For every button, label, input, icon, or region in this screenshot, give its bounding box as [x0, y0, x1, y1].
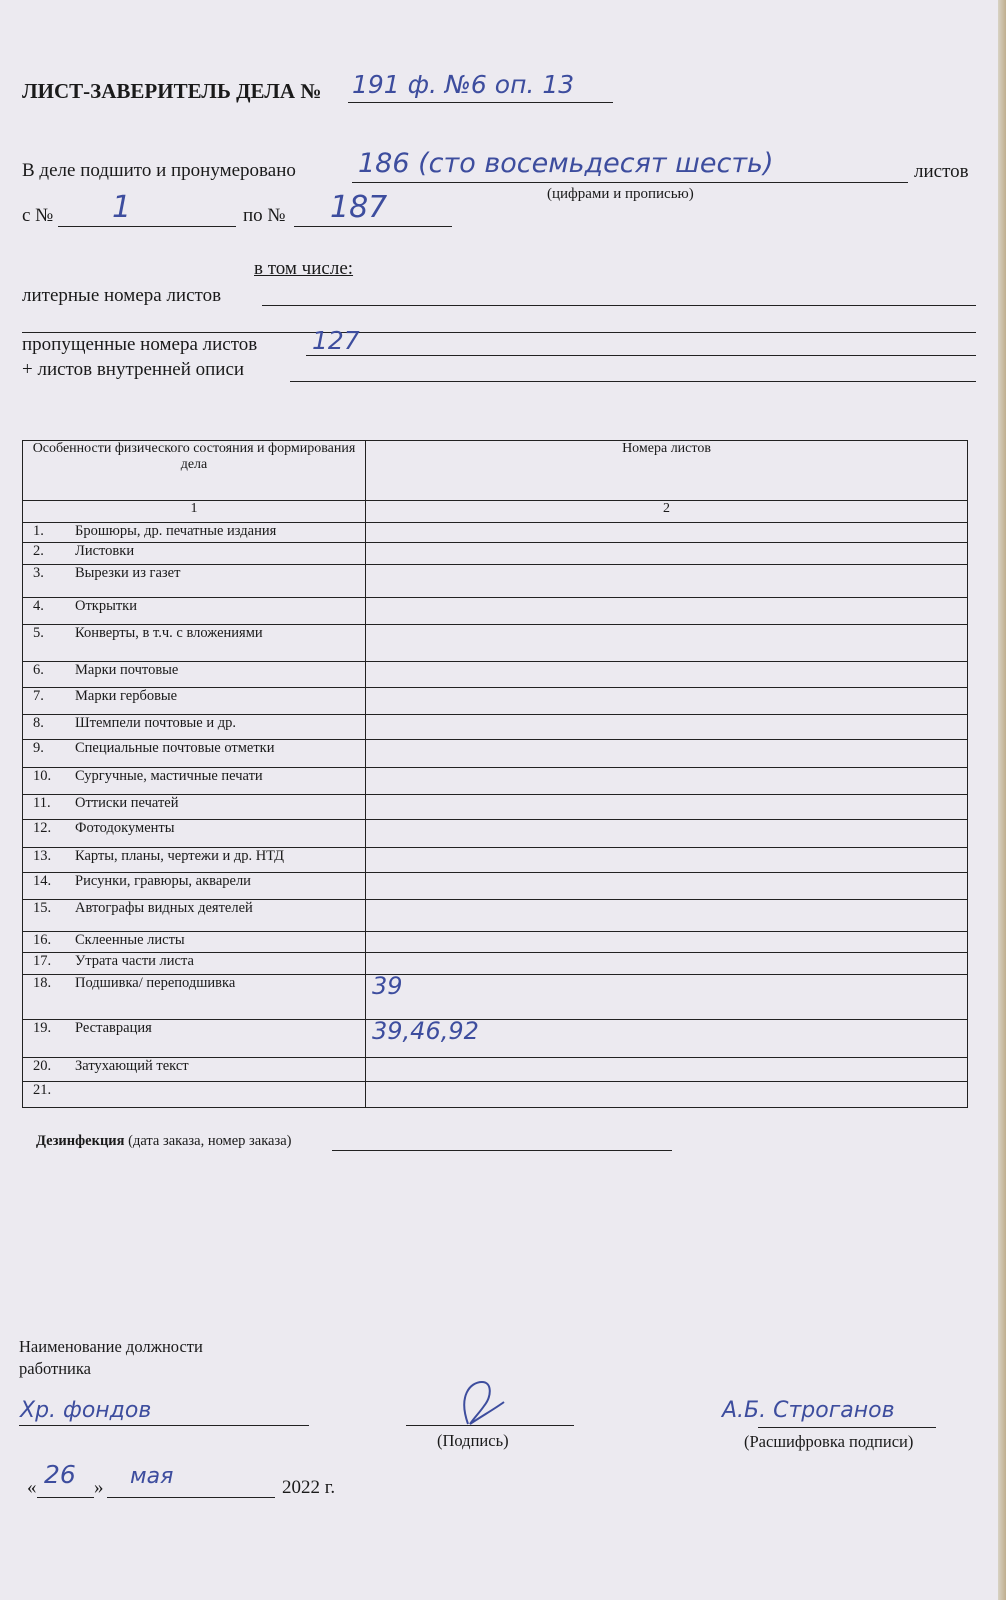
row-label-cell	[23, 1020, 366, 1058]
letter-numbers-line-2	[22, 332, 976, 333]
row-number: 3.	[33, 565, 44, 581]
row-number: 12.	[33, 820, 52, 836]
row-label-cell	[23, 820, 366, 848]
table-row	[23, 565, 968, 598]
row-sheet-numbers[interactable]: 39,46,92	[366, 1020, 968, 1058]
row-label-cell	[23, 848, 366, 873]
sheet-count-label: В деле подшито и пронумеровано	[22, 160, 296, 181]
table-row	[23, 625, 968, 662]
table-row	[23, 1082, 968, 1108]
sheet-count-hint: (цифрами и прописью)	[547, 186, 694, 202]
date-day[interactable]: 26	[44, 1460, 76, 1489]
row-label-cell	[23, 598, 366, 625]
row-sheet-numbers[interactable]	[366, 953, 968, 975]
decoding-caption: (Расшифровка подписи)	[744, 1432, 914, 1451]
row-label: Открытки	[75, 598, 137, 614]
table-row	[23, 975, 968, 1020]
row-number: 18.	[33, 975, 52, 991]
table-row	[23, 523, 968, 543]
row-sheet-numbers[interactable]	[366, 662, 968, 688]
row-label: Вырезки из газет	[75, 565, 181, 581]
table-row	[23, 688, 968, 715]
row-sheet-numbers[interactable]	[366, 873, 968, 900]
row-number: 13.	[33, 848, 52, 864]
row-number: 19.	[33, 1020, 52, 1036]
row-sheet-numbers[interactable]	[366, 625, 968, 662]
row-label-cell	[23, 975, 366, 1020]
row-sheet-numbers[interactable]	[366, 900, 968, 932]
table-header-row	[23, 441, 968, 501]
table-row	[23, 820, 968, 848]
row-sheet-numbers[interactable]	[366, 795, 968, 820]
case-number-value[interactable]: 191 ф. №6 оп. 13	[352, 70, 575, 99]
position-label	[19, 1336, 203, 1380]
row-label: Утрата части листа	[75, 953, 194, 969]
sheet-count-suffix: листов	[914, 161, 969, 182]
missing-numbers-line	[306, 355, 976, 356]
row-label: Карты, планы, чертежи и др. НТД	[75, 848, 285, 864]
row-sheet-numbers[interactable]	[366, 1082, 968, 1108]
row-sheet-numbers[interactable]	[366, 715, 968, 740]
row-number: 1.	[33, 523, 44, 539]
row-label-cell	[23, 662, 366, 688]
row-label: Брошюры, др. печатные издания	[75, 523, 277, 539]
row-number: 15.	[33, 900, 52, 916]
col1-index: 1	[23, 501, 366, 523]
position-label-line2: работника	[19, 1359, 91, 1378]
row-label: Конверты, в т.ч. с вложениями	[75, 625, 263, 641]
table-row	[23, 715, 968, 740]
signature-mark-icon	[440, 1376, 520, 1428]
row-number: 10.	[33, 768, 52, 784]
table-row	[23, 848, 968, 873]
case-number-line	[348, 102, 613, 103]
row-label-cell	[23, 900, 366, 932]
row-number: 11.	[33, 795, 51, 811]
row-label: Фотодокументы	[75, 820, 175, 836]
table-row	[23, 768, 968, 795]
row-label-cell	[23, 1082, 366, 1108]
row-number: 16.	[33, 932, 52, 948]
row-label: Листовки	[75, 543, 135, 559]
missing-numbers-label: пропущенные номера листов	[22, 334, 258, 355]
range-from-value[interactable]: 1	[112, 190, 132, 225]
row-sheet-numbers[interactable]	[366, 768, 968, 795]
row-label-cell	[23, 1058, 366, 1082]
disinfection-label	[36, 1133, 291, 1150]
position-label-line1: Наименование должности	[19, 1337, 203, 1356]
table-row	[23, 662, 968, 688]
letter-numbers-label: литерные номера листов	[22, 285, 222, 306]
row-label-cell	[23, 953, 366, 975]
range-from-label: с №	[22, 205, 54, 226]
table-index-row	[23, 501, 968, 523]
table-row	[23, 1058, 968, 1082]
disinfection-label-rest: (дата заказа, номер заказа)	[124, 1133, 292, 1149]
table-row	[23, 598, 968, 625]
row-label-cell	[23, 543, 366, 565]
row-label: Марки гербовые	[75, 688, 178, 704]
row-sheet-numbers[interactable]	[366, 932, 968, 953]
internal-inventory-line	[290, 381, 976, 382]
row-sheet-numbers[interactable]	[366, 565, 968, 598]
row-label: Реставрация	[75, 1020, 152, 1036]
sheet-count-line	[352, 182, 908, 183]
col2-index: 2	[366, 501, 968, 523]
disinfection-line	[332, 1150, 672, 1151]
date-year: 2022 г.	[282, 1477, 336, 1498]
decoding-line	[758, 1427, 936, 1428]
row-number: 14.	[33, 873, 52, 889]
range-to-line	[294, 226, 452, 227]
row-sheet-numbers[interactable]	[366, 543, 968, 565]
row-sheet-numbers[interactable]	[366, 820, 968, 848]
table-row	[23, 932, 968, 953]
row-sheet-numbers[interactable]	[366, 598, 968, 625]
position-line	[19, 1425, 309, 1426]
row-label-cell	[23, 932, 366, 953]
document-title: ЛИСТ-ЗАВЕРИТЕЛЬ ДЕЛА №	[22, 79, 322, 103]
range-to-value[interactable]: 187	[330, 190, 388, 225]
row-label-cell	[23, 740, 366, 768]
range-to-label: по №	[243, 205, 286, 226]
range-from-line	[58, 226, 236, 227]
table-row	[23, 900, 968, 932]
row-sheet-numbers[interactable]	[366, 848, 968, 873]
row-label: Марки почтовые	[75, 662, 179, 678]
table-row	[23, 740, 968, 768]
col2-header: Номера листов	[366, 441, 968, 501]
row-label: Автографы видных деятелей	[75, 900, 253, 916]
row-number: 21.	[33, 1082, 52, 1098]
row-number: 9.	[33, 740, 44, 756]
row-label-cell	[23, 768, 366, 795]
row-label: Оттиски печатей	[75, 795, 179, 811]
row-label-cell	[23, 795, 366, 820]
row-label: Рисунки, гравюры, акварели	[75, 873, 251, 889]
position-value[interactable]: Хр. фондов	[20, 1398, 152, 1423]
date-close-quote: »	[94, 1477, 104, 1498]
physical-condition-table	[22, 440, 968, 1108]
table-row	[23, 953, 968, 975]
row-number: 4.	[33, 598, 44, 614]
col1-header: Особенности физического состояния и формирования дела	[23, 441, 366, 501]
table-row	[23, 795, 968, 820]
decoding-value[interactable]: А.Б. Строганов	[722, 1398, 895, 1423]
row-number: 6.	[33, 662, 44, 678]
paper-edge	[998, 0, 1006, 1600]
row-label-cell	[23, 565, 366, 598]
row-label: Сургучные, мастичные печати	[75, 768, 263, 784]
row-sheet-numbers[interactable]	[366, 1058, 968, 1082]
row-label-cell	[23, 688, 366, 715]
date-month-line	[107, 1497, 275, 1498]
table-row	[23, 1020, 968, 1058]
row-label-cell	[23, 625, 366, 662]
row-sheet-numbers[interactable]	[366, 523, 968, 543]
missing-numbers-value[interactable]: 127	[312, 326, 360, 355]
sheet-count-value[interactable]: 186 (сто восемьдесят шесть)	[358, 148, 774, 179]
row-sheet-numbers[interactable]	[366, 688, 968, 715]
table-row	[23, 543, 968, 565]
row-label: Затухающий текст	[75, 1058, 189, 1074]
row-number: 17.	[33, 953, 52, 969]
internal-inventory-label: + листов внутренней описи	[22, 359, 245, 380]
row-number: 2.	[33, 543, 44, 559]
date-day-line	[37, 1497, 94, 1498]
table-row	[23, 873, 968, 900]
row-label-cell	[23, 715, 366, 740]
signature-caption: (Подпись)	[437, 1431, 509, 1450]
row-label: Штемпели почтовые и др.	[75, 715, 237, 731]
row-label: Специальные почтовые отметки	[75, 740, 275, 756]
row-label: Склеенные листы	[75, 932, 185, 948]
letter-numbers-line	[262, 305, 976, 306]
row-label: Подшивка/ переподшивка	[75, 975, 236, 991]
row-number: 5.	[33, 625, 44, 641]
row-sheet-numbers[interactable]	[366, 740, 968, 768]
row-label-cell	[23, 523, 366, 543]
date-month[interactable]: мая	[130, 1464, 174, 1489]
disinfection-label-bold: Дезинфекция	[36, 1133, 125, 1149]
row-number: 8.	[33, 715, 44, 731]
including-heading: в том числе:	[254, 258, 354, 279]
row-sheet-numbers[interactable]: 39	[366, 975, 968, 1020]
date-open-quote: «	[27, 1477, 37, 1498]
row-number: 20.	[33, 1058, 52, 1074]
row-number: 7.	[33, 688, 44, 704]
row-label-cell	[23, 873, 366, 900]
